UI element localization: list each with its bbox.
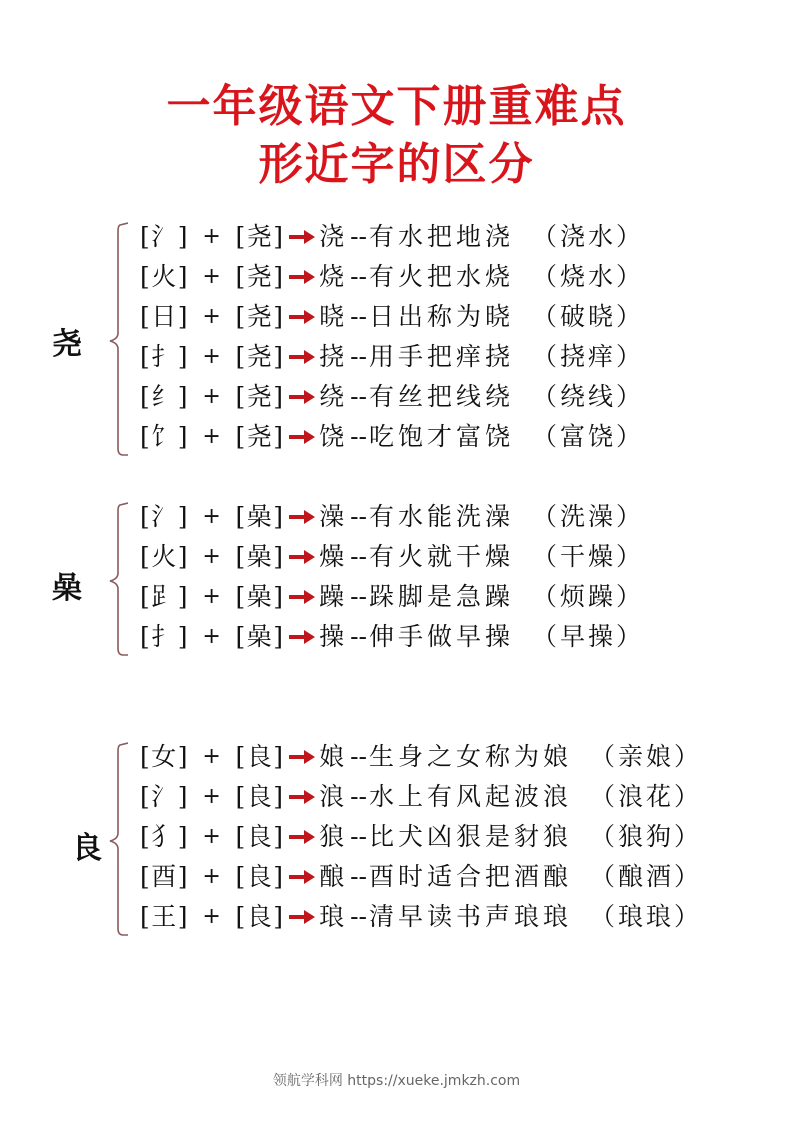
example-word: （干燥） (532, 542, 645, 571)
derivation-list (140, 497, 644, 657)
base-component: 喿 (246, 542, 272, 571)
derivation-row: [ 纟 ] + [ 尧 ] 绕--有丝把线绕 （绕线） (140, 377, 644, 417)
derived-character: 烧 (319, 262, 349, 291)
rhyme: 比犬凶狠是豺狼 (368, 822, 572, 851)
plus-sign: + (202, 904, 221, 929)
arrow-right-icon (287, 507, 317, 527)
arrow-right-icon (287, 347, 317, 367)
base-component: 尧 (246, 262, 272, 291)
example-word: （浪花） (590, 782, 703, 811)
arrow-right-icon (287, 907, 317, 927)
rhyme: 用手把痒挠 (368, 342, 514, 371)
derived-character: 澡 (319, 502, 349, 531)
plus-sign: + (202, 384, 221, 409)
radical: 日 (151, 302, 177, 331)
radical: 饣 (151, 422, 177, 451)
base-component: 尧 (246, 222, 272, 251)
derived-character: 狼 (319, 822, 349, 851)
base-component: 良 (246, 902, 272, 931)
arrow-right-icon (287, 587, 317, 607)
plus-sign: + (202, 224, 221, 249)
radical: 女 (151, 742, 177, 771)
arrow-right-icon (287, 827, 317, 847)
example-word: （亲娘） (590, 742, 703, 771)
rhyme: 酉时适合把酒酿 (368, 862, 572, 891)
example-word: （破晓） (532, 302, 645, 331)
base-component: 良 (246, 742, 272, 771)
derivation-list (140, 217, 644, 457)
brace-icon (108, 501, 130, 657)
plus-sign: + (202, 744, 221, 769)
base-component: 良 (246, 822, 272, 851)
arrow-right-icon (287, 227, 317, 247)
base-component: 尧 (246, 382, 272, 411)
page-title: 一年级语文下册重难点 (166, 81, 627, 132)
example-word: （烦躁） (532, 582, 645, 611)
example-word: （洗澡） (532, 502, 645, 531)
derivation-row: [ 氵 ] + [ 尧 ] 浇--有水把地浇 （浇水） (140, 217, 644, 257)
plus-sign: + (202, 824, 221, 849)
example-word: （挠痒） (532, 342, 645, 371)
radical: 火 (151, 542, 177, 571)
rhyme: 有火就干燥 (368, 542, 514, 571)
derivation-row: [ 女 ] + [ 良 ] 娘--生身之女称为娘 （亲娘） (140, 737, 702, 777)
arrow-right-icon (287, 787, 317, 807)
base-component: 喿 (246, 502, 272, 531)
example-word: （富饶） (532, 422, 645, 451)
rhyme: 生身之女称为娘 (368, 742, 572, 771)
arrow-right-icon (287, 547, 317, 567)
brace-icon (108, 741, 130, 937)
rhyme: 水上有风起波浪 (368, 782, 572, 811)
derivation-row: [ 火 ] + [ 尧 ] 烧--有火把水烧 （烧水） (140, 257, 644, 297)
arrow-right-icon (287, 307, 317, 327)
derived-character: 浪 (319, 782, 349, 811)
radical: 王 (151, 902, 177, 931)
radical: 扌 (151, 342, 177, 371)
radical: 氵 (151, 782, 177, 811)
radical: 扌 (151, 622, 177, 651)
radical: 氵 (151, 502, 177, 531)
derived-character: 饶 (319, 422, 349, 451)
derivation-row: [ 王 ] + [ 良 ] 琅--清早读书声琅琅 （琅琅） (140, 897, 702, 937)
root-character: 良 (72, 831, 102, 866)
radical: 火 (151, 262, 177, 291)
example-word: （狼狗） (590, 822, 703, 851)
rhyme: 吃饱才富饶 (368, 422, 514, 451)
derived-character: 操 (319, 622, 349, 651)
derivation-row: [ 氵 ] + [ 良 ] 浪--水上有风起波浪 （浪花） (140, 777, 702, 817)
radical: 酉 (151, 862, 177, 891)
arrow-right-icon (287, 267, 317, 287)
derived-character: 浇 (319, 222, 349, 251)
base-component: 尧 (246, 302, 272, 331)
brace-icon (108, 221, 130, 457)
radical: 犭 (151, 822, 177, 851)
derived-character: 酿 (319, 862, 349, 891)
rhyme: 有丝把线绕 (368, 382, 514, 411)
example-word: （琅琅） (590, 902, 703, 931)
plus-sign: + (202, 864, 221, 889)
base-component: 尧 (246, 342, 272, 371)
arrow-right-icon (287, 387, 317, 407)
base-component: 喿 (246, 622, 272, 651)
example-word: （浇水） (532, 222, 645, 251)
derived-character: 挠 (319, 342, 349, 371)
derived-character: 躁 (319, 582, 349, 611)
rhyme: 跺脚是急躁 (368, 582, 514, 611)
plus-sign: + (202, 344, 221, 369)
plus-sign: + (202, 584, 221, 609)
radical: 氵 (151, 222, 177, 251)
rhyme: 有水把地浇 (368, 222, 514, 251)
base-component: 良 (246, 782, 272, 811)
derived-character: 燥 (319, 542, 349, 571)
derivation-row: [ 火 ] + [ 喿 ] 燥--有火就干燥 （干燥） (140, 537, 644, 577)
plus-sign: + (202, 784, 221, 809)
example-word: （酿酒） (590, 862, 703, 891)
derivation-row: [ 酉 ] + [ 良 ] 酿--酉时适合把酒酿 （酿酒） (140, 857, 702, 897)
derived-character: 娘 (319, 742, 349, 771)
rhyme: 有水能洗澡 (368, 502, 514, 531)
rhyme: 日出称为晓 (368, 302, 514, 331)
base-component: 尧 (246, 422, 272, 451)
base-component: 喿 (246, 582, 272, 611)
arrow-right-icon (287, 867, 317, 887)
derivation-list (140, 737, 702, 937)
root-character: 喿 (52, 571, 82, 606)
derivation-row: [ 𧾷 ] + [ 喿 ] 躁--跺脚是急躁 （烦躁） (140, 577, 644, 617)
example-word: （早操） (532, 622, 645, 651)
derived-character: 晓 (319, 302, 349, 331)
plus-sign: + (202, 544, 221, 569)
page-subtitle: 形近字的区分 (258, 139, 535, 190)
derived-character: 绕 (319, 382, 349, 411)
rhyme: 清早读书声琅琅 (368, 902, 572, 931)
plus-sign: + (202, 504, 221, 529)
root-character: 尧 (52, 327, 82, 362)
arrow-right-icon (287, 627, 317, 647)
example-word: （烧水） (532, 262, 645, 291)
derivation-row: [ 氵 ] + [ 喿 ] 澡--有水能洗澡 （洗澡） (140, 497, 644, 537)
plus-sign: + (202, 624, 221, 649)
plus-sign: + (202, 424, 221, 449)
base-component: 良 (246, 862, 272, 891)
derived-character: 琅 (319, 902, 349, 931)
derivation-row: [ 扌 ] + [ 喿 ] 操--伸手做早操 （早操） (140, 617, 644, 657)
plus-sign: + (202, 264, 221, 289)
rhyme: 伸手做早操 (368, 622, 514, 651)
derivation-row: [ 犭 ] + [ 良 ] 狼--比犬凶狠是豺狼 （狼狗） (140, 817, 702, 857)
derivation-row: [ 饣 ] + [ 尧 ] 饶--吃饱才富饶 （富饶） (140, 417, 644, 457)
arrow-right-icon (287, 747, 317, 767)
arrow-right-icon (287, 427, 317, 447)
derivation-row: [ 扌 ] + [ 尧 ] 挠--用手把痒挠 （挠痒） (140, 337, 644, 377)
footer-watermark: 领航学科网 https://xueke.jmkzh.com (272, 1073, 521, 1089)
example-word: （绕线） (532, 382, 645, 411)
plus-sign: + (202, 304, 221, 329)
radical: 𧾷 (151, 582, 177, 611)
derivation-row: [ 日 ] + [ 尧 ] 晓--日出称为晓 （破晓） (140, 297, 644, 337)
rhyme: 有火把水烧 (368, 262, 514, 291)
radical: 纟 (151, 382, 177, 411)
